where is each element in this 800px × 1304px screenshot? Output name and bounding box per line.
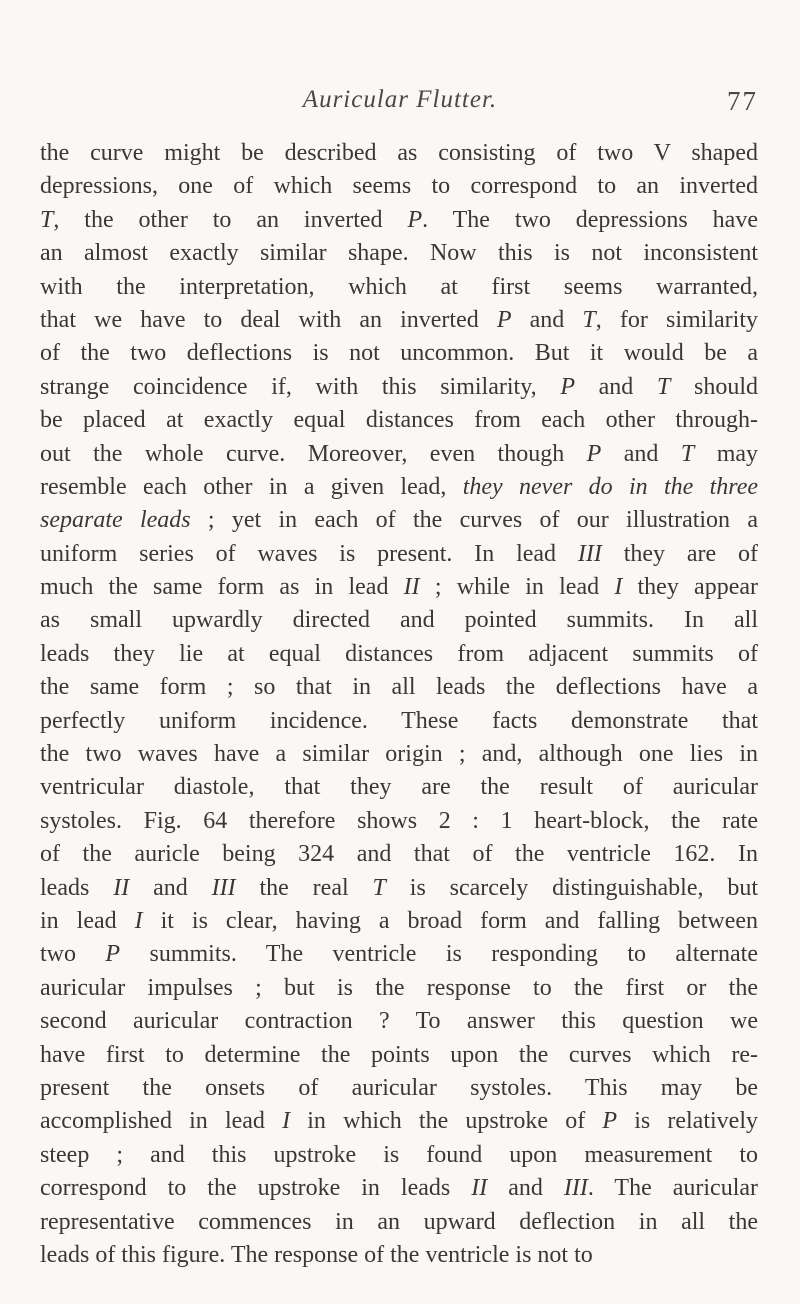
text-line: accomplished in lead I in which the upstroke of P is relatively (40, 1108, 758, 1135)
text-line: of the two deflections is not uncommon. But it would be a (40, 340, 758, 367)
text-line: correspond to the upstroke in leads II and III. The auricular (40, 1175, 758, 1202)
text-line: resemble each other in a given lead, they never do in the three (40, 473, 758, 500)
text-line: strange coincidence if, with this similarity, P and T should (40, 373, 758, 400)
text-line: the same form ; so that in all leads the deflections have a (40, 674, 758, 701)
running-head (40, 86, 760, 120)
text-line: T, the other to an inverted P. The two depressions have (40, 206, 758, 233)
text-line: in lead I it is clear, having a broad form and falling between (40, 907, 758, 934)
text-line: have first to determine the points upon the curves which re- (40, 1041, 758, 1068)
text-line: steep ; and this upstroke is found upon measurement to (40, 1141, 758, 1168)
text-line: representative commences in an upward deflection in all the (40, 1208, 758, 1235)
body-text (40, 137, 758, 1272)
text-line: two P summits. The ventricle is responding to alternate (40, 941, 758, 968)
text-line: leads II and III the real T is scarcely distinguishable, but (40, 874, 758, 901)
text-line: be placed at exactly equal distances from each other through- (40, 407, 758, 434)
text-line: an almost exactly similar shape. Now this is not inconsistent (40, 240, 758, 267)
text-line: the two waves have a similar origin ; and, although one lies in (40, 741, 758, 768)
text-line: separate leads ; yet in each of the curves of our illustration a (40, 507, 758, 534)
text-line: leads of this figure. The response of the ventricle is not to (40, 1241, 593, 1268)
text-line: with the interpretation, which at first seems warranted, (40, 273, 758, 300)
text-line: depressions, one of which seems to correspond to an inverted (40, 173, 758, 200)
text-line: systoles. Fig. 64 therefore shows 2 : 1 heart-block, the rate (40, 807, 758, 834)
page-number: 77 (727, 86, 758, 116)
running-title: Auricular Flutter. (302, 86, 498, 113)
text-line: perfectly uniform incidence. These facts demonstrate that (40, 707, 758, 734)
text-line: second auricular contraction ? To answer this question we (40, 1008, 758, 1035)
text-line: as small upwardly directed and pointed summits. In all (40, 607, 758, 634)
text-line: present the onsets of auricular systoles. This may be (40, 1074, 758, 1101)
text-line: that we have to deal with an inverted P and T, for similarity (40, 306, 758, 333)
text-line: the curve might be described as consisting of two V shaped (40, 140, 758, 166)
text-line: of the auricle being 324 and that of the ventricle 162. In (40, 841, 758, 868)
text-line: leads they lie at equal distances from adjacent summits of (40, 640, 758, 667)
text-line: ventricular diastole, that they are the result of auricular (40, 774, 758, 801)
text-line: out the whole curve. Moreover, even though P and T may (40, 440, 758, 467)
text-line: much the same form as in lead II ; while in lead I they appear (40, 574, 758, 601)
text-line: auricular impulses ; but is the response to the first or the (40, 974, 758, 1001)
text-line: uniform series of waves is present. In lead III they are of (40, 540, 758, 567)
